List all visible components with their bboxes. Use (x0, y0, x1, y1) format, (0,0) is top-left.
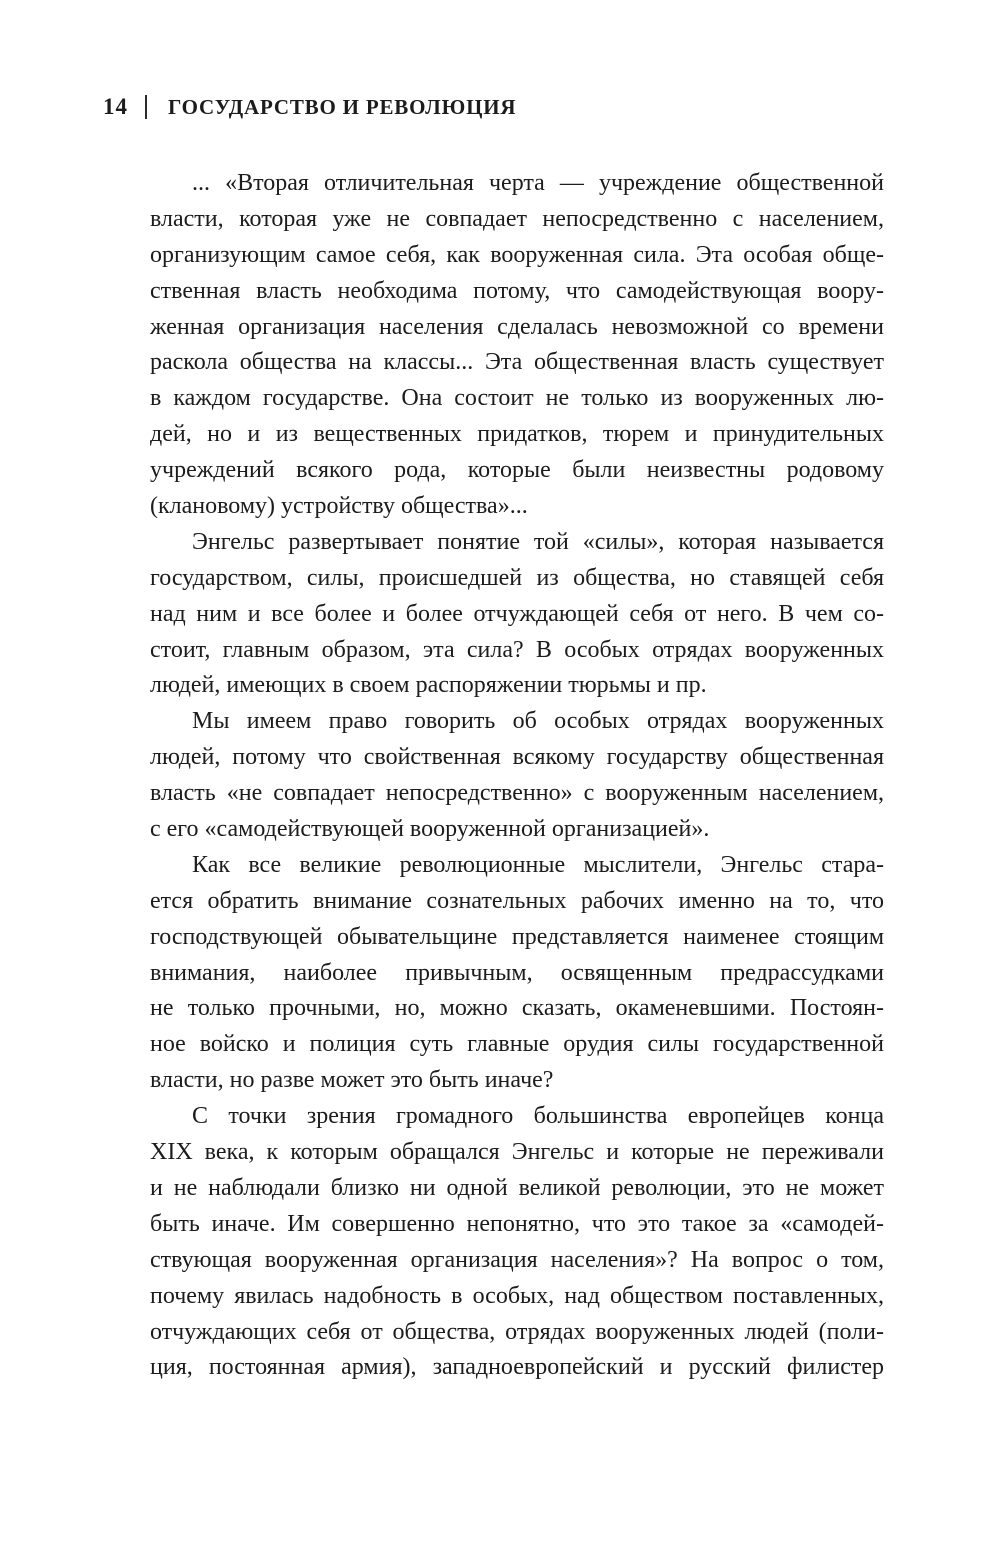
paragraph (150, 704, 884, 848)
text-line: (клановому) устройству общества»... (150, 493, 528, 520)
text-line: стоит, главным образом, эта сила? В особых отрядах вооруженных (150, 636, 884, 663)
text-line: ... «Вторая отличительная черта — учреждение общественной (192, 170, 884, 196)
text-line: и не наблюдали близко ни одной великой революции, это не может (150, 1174, 884, 1201)
paragraph (150, 525, 884, 704)
text-line: ное войско и полиция суть главные орудия силы государственной (150, 1031, 884, 1058)
text-line: людей, потому что свойственная всякому государству общественная (150, 744, 884, 771)
text-line: государством, силы, происшедшей из общества, но ставящей себя (150, 564, 884, 591)
text-line: С точки зрения громадного большинства европейцев конца (192, 1103, 884, 1130)
text-line: Как все великие революционные мыслители, Энгельс стара- (192, 851, 884, 878)
page-body (150, 166, 884, 1386)
running-header (103, 94, 516, 120)
page-number: 14 (103, 94, 128, 119)
text-line: господствующей обывательщине представляется наименее стоящим (150, 923, 884, 950)
text-line: женная организация населения сделалась невозможной со времени (150, 313, 884, 340)
text-line: быть иначе. Им совершенно непонятно, что это такое за «самодей- (150, 1210, 884, 1237)
text-line: власти, но разве может это быть иначе? (150, 1067, 554, 1094)
paragraph (150, 1099, 884, 1386)
text-line: ственная власть необходима потому, что самодействующая воору- (150, 277, 884, 304)
running-title: ГОСУДАРСТВО И РЕВОЛЮЦИЯ (168, 94, 517, 119)
text-line: ция, постоянная армия), западноевропейский и русский филистер (150, 1354, 884, 1381)
text-line: организующим самое себя, как вооруженная сила. Эта особая обще- (150, 241, 884, 268)
text-line: внимания, наиболее привычным, освященным предрассудками (150, 959, 884, 986)
text-line: над ним и все более и более отчуждающей себя от него. В чем со- (150, 600, 884, 627)
text-line: власть «не совпадает непосредственно» с вооруженным населением, (150, 780, 884, 807)
text-line: раскола общества на классы... Эта общественная власть существует (150, 349, 884, 376)
paragraph (150, 848, 884, 1099)
text-line: с его «самодействующей вооруженной организацией». (150, 816, 710, 843)
text-line: не только прочными, но, можно сказать, окаменевшими. Постоян- (150, 995, 884, 1022)
text-line: людей, имеющих в своем распоряжении тюрьмы и пр. (150, 672, 707, 699)
text-line: в каждом государстве. Она состоит не только из вооруженных лю- (150, 385, 884, 412)
text-line: XIX века, к которым обращался Энгельс и которые не переживали (150, 1139, 884, 1166)
text-line: учреждений всякого рода, которые были неизвестны родовому (150, 457, 884, 484)
text-line: Мы имеем право говорить об особых отрядах вооруженных (192, 708, 884, 735)
text-line: ствующая вооруженная организация населения»? На вопрос о том, (150, 1246, 884, 1273)
text-line: Энгельс развертывает понятие той «силы», которая называется (192, 528, 884, 555)
text-line: почему явилась надобность в особых, над обществом поставленных, (150, 1282, 884, 1309)
text-line: власти, которая уже не совпадает непосредственно с населением, (150, 205, 884, 232)
header-divider (145, 95, 147, 119)
paragraph (150, 166, 884, 525)
text-line: ется обратить внимание сознательных рабочих именно на то, что (150, 887, 884, 914)
text-line: отчуждающих себя от общества, отрядах вооруженных людей (поли- (150, 1318, 884, 1345)
text-line: дей, но и из вещественных придатков, тюрем и принудительных (150, 421, 884, 448)
